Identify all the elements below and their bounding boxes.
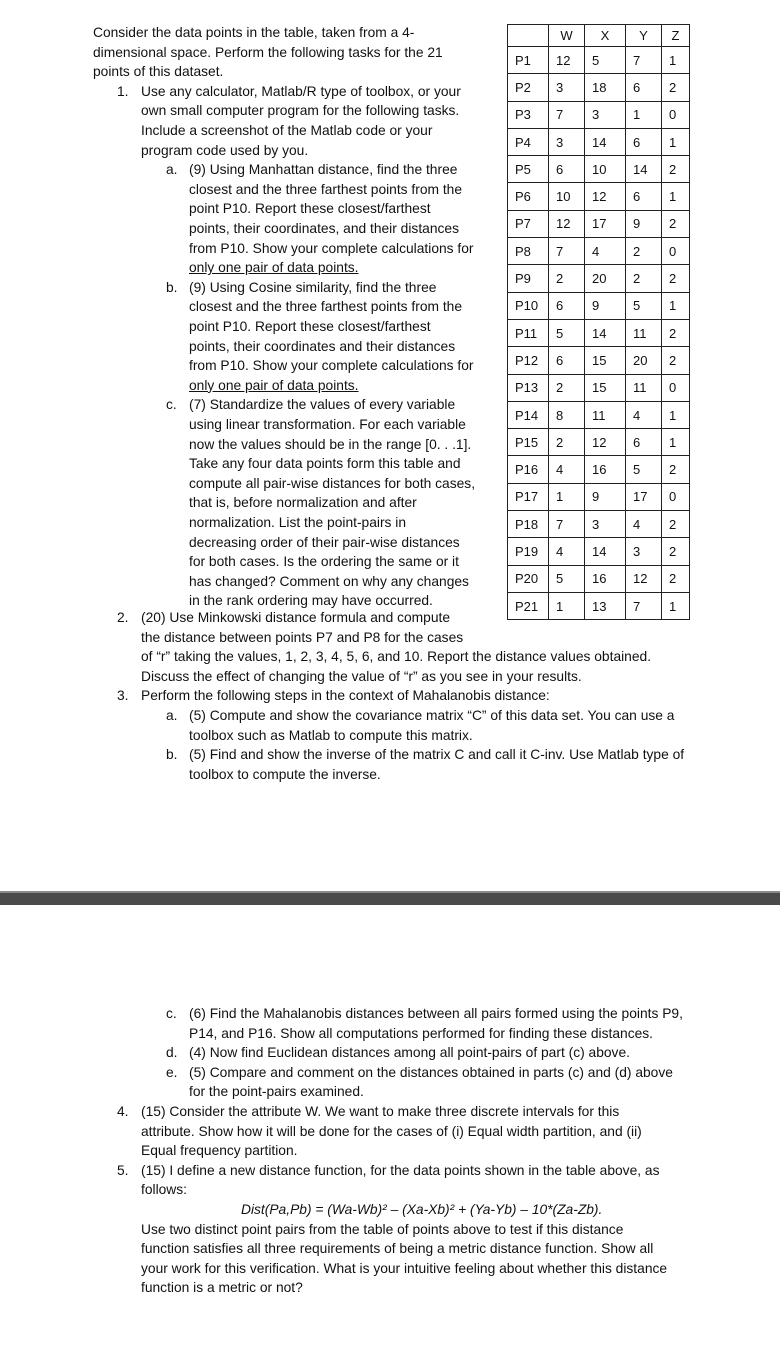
table-cell: 5 [626, 456, 662, 483]
table-header-cell: Z [662, 25, 690, 47]
table-row [508, 74, 690, 101]
point-label-cell: P8 [508, 238, 549, 265]
table-cell: 15 [585, 347, 626, 374]
table-cell: 1 [662, 292, 690, 319]
table-cell: 2 [662, 156, 690, 183]
table-row [508, 101, 690, 128]
q1b-line-underlined: only one pair of data points. [189, 377, 359, 393]
intro-line: dimensional space. Perform the following tasks for the 21 [93, 44, 443, 60]
q1a-line-underlined: only one pair of data points. [189, 260, 359, 276]
q1c-line: decreasing order of their pair-wise distances [189, 534, 460, 550]
table-cell: 13 [585, 592, 626, 619]
q3-line: Perform the following steps in the context of Mahalanobis distance: [141, 688, 550, 704]
point-label-cell: P16 [508, 456, 549, 483]
table-row [508, 319, 690, 346]
table-cell: 6 [549, 156, 585, 183]
table-cell: 16 [585, 456, 626, 483]
table-cell: 2 [549, 429, 585, 456]
point-label-cell: P19 [508, 538, 549, 565]
table-cell: 2 [549, 374, 585, 401]
q1-line: own small computer program for the following tasks. [141, 103, 460, 119]
page-separator [0, 891, 780, 905]
table-row [508, 347, 690, 374]
table-header-cell: W [549, 25, 585, 47]
table-row [508, 538, 690, 565]
distance-formula: Dist(Pa,Pb) = (Wa-Wb)² – (Xa-Xb)² + (Ya-Yb) – 10*(Za-Zb). [241, 1202, 603, 1217]
point-label-cell: P5 [508, 156, 549, 183]
q1b-line: (9) Using Cosine similarity, find the three [189, 279, 437, 295]
table-row [508, 429, 690, 456]
q5-line: follows: [141, 1182, 188, 1198]
table-cell: 1 [662, 429, 690, 456]
table-cell: 4 [626, 401, 662, 428]
point-label-cell: P10 [508, 292, 549, 319]
table-row [508, 265, 690, 292]
q1a-line: closest and the three farthest points from the [189, 181, 463, 197]
table-header-row [508, 25, 690, 47]
q4-number: 4. [117, 1104, 129, 1119]
table-cell: 1 [662, 47, 690, 74]
table-row [508, 401, 690, 428]
table-cell: 4 [585, 238, 626, 265]
table-row [508, 156, 690, 183]
q1c-line: compute all pair-wise distances for both cases, [189, 475, 476, 491]
table-cell: 5 [549, 319, 585, 346]
table-cell: 6 [626, 74, 662, 101]
q1a-line: point P10. Report these closest/farthest [189, 201, 431, 217]
point-label-cell: P6 [508, 183, 549, 210]
point-label-cell: P13 [508, 374, 549, 401]
q3d-label: d. [166, 1045, 178, 1061]
q1c-line: now the values should be in the range [0. . .1]. [189, 436, 472, 452]
table-cell: 20 [626, 347, 662, 374]
table-cell: 7 [626, 592, 662, 619]
table-cell: 2 [662, 565, 690, 592]
q5-number: 5. [117, 1162, 129, 1178]
q1-line: Include a screenshot of the Matlab code or your [141, 123, 433, 138]
q3d-line: (4) Now find Euclidean distances among all point-pairs of part (c) above. [189, 1045, 630, 1061]
table-cell: 1 [662, 592, 690, 619]
q3c-line: P14, and P16. Show all computations performed for finding these distances. [189, 1025, 654, 1041]
table-cell: 16 [585, 565, 626, 592]
table-cell: 17 [585, 210, 626, 237]
point-label-cell: P4 [508, 128, 549, 155]
table-cell: 4 [549, 538, 585, 565]
table-cell: 11 [585, 401, 626, 428]
intro-line: points of this dataset. [93, 64, 224, 80]
table-cell: 0 [662, 374, 690, 401]
table-cell: 2 [662, 319, 690, 346]
q1a-line: from P10. Show your complete calculations for [189, 240, 474, 256]
point-label-cell: P15 [508, 429, 549, 456]
q1b-line: from P10. Show your complete calculations for [189, 358, 474, 374]
point-label-cell: P11 [508, 319, 549, 346]
q4-line: (15) Consider the attribute W. We want to make three discrete intervals for this [141, 1104, 620, 1119]
table-row [508, 292, 690, 319]
table-cell: 18 [585, 74, 626, 101]
q1c-line: for both cases. Is the ordering the same or it [189, 554, 459, 570]
q4-line: Equal frequency partition. [141, 1143, 298, 1159]
table-cell: 1 [662, 183, 690, 210]
q1c-line: that is, before normalization and after [189, 495, 417, 511]
q1c-line: Take any four data points form this table and [189, 456, 461, 472]
table-cell: 14 [585, 319, 626, 346]
table-cell: 2 [662, 511, 690, 538]
q3e-line: for the point-pairs examined. [189, 1084, 364, 1100]
table-cell: 0 [662, 101, 690, 128]
table-cell: 12 [626, 565, 662, 592]
page-2 [0, 905, 780, 1347]
intro-line: Consider the data points in the table, taken from a 4- [93, 25, 415, 40]
table-cell: 1 [626, 101, 662, 128]
q1c-line: has changed? Comment on why any changes [189, 573, 469, 589]
table-cell: 3 [626, 538, 662, 565]
table-cell: 1 [549, 592, 585, 619]
point-label-cell: P14 [508, 401, 549, 428]
table-cell: 0 [662, 238, 690, 265]
q2-line: Discuss the effect of changing the value of “r” as you see in your results. [141, 668, 582, 684]
table-cell: 7 [549, 511, 585, 538]
table-cell: 12 [549, 210, 585, 237]
table-row [508, 456, 690, 483]
table-cell: 7 [549, 101, 585, 128]
table-row [508, 238, 690, 265]
table-row [508, 483, 690, 510]
table-cell: 9 [585, 292, 626, 319]
table-cell: 0 [662, 483, 690, 510]
table-cell: 6 [549, 347, 585, 374]
point-label-cell: P21 [508, 592, 549, 619]
table-cell: 9 [626, 210, 662, 237]
table-cell: 2 [662, 347, 690, 374]
q1-line: program code used by you. [141, 142, 309, 158]
table-cell: 20 [585, 265, 626, 292]
q3b-line: toolbox to compute the inverse. [189, 766, 381, 782]
q5-line: your work for this verification. What is your intuitive feeling about whether this distance [141, 1260, 668, 1276]
table-row [508, 128, 690, 155]
table-cell: 6 [549, 292, 585, 319]
table-cell: 5 [585, 47, 626, 74]
table-cell: 2 [662, 74, 690, 101]
q1c-line: normalization. List the point-pairs in [189, 515, 407, 530]
q1a-line: points, their coordinates, and their distances [189, 221, 459, 236]
table-cell: 6 [626, 183, 662, 210]
table-cell: 6 [626, 429, 662, 456]
q2-line: of “r” taking the values, 1, 2, 3, 4, 5, 6, and 10. Report the distance values obtained. [141, 649, 652, 665]
q1a-line: (9) Using Manhattan distance, find the three [189, 162, 458, 178]
table-cell: 3 [585, 511, 626, 538]
point-label-cell: P12 [508, 347, 549, 374]
q1b-line: closest and the three farthest points from the [189, 299, 463, 315]
q1-number: 1. [117, 83, 129, 99]
q1b-line: points, their coordinates and their distances [189, 338, 456, 354]
data-table [507, 24, 690, 620]
q3b-line: (5) Find and show the inverse of the matrix C and call it C-inv. Use Matlab type of [189, 747, 685, 763]
table-row [508, 592, 690, 619]
table-cell: 2 [662, 538, 690, 565]
table-cell: 2 [626, 265, 662, 292]
table-cell: 2 [549, 265, 585, 292]
table-cell: 10 [549, 183, 585, 210]
q3b-label: b. [166, 747, 178, 763]
table-cell: 7 [549, 238, 585, 265]
q1c-label: c. [166, 397, 177, 413]
q5-line: Use two distinct point pairs from the table of points above to test if this distance [141, 1221, 624, 1237]
q1b-label: b. [166, 279, 178, 295]
table-row [508, 183, 690, 210]
table-cell: 1 [549, 483, 585, 510]
q4-line: attribute. Show how it will be done for the cases of (i) Equal width partition, and (ii) [141, 1123, 642, 1139]
table-cell: 6 [626, 128, 662, 155]
table-cell: 3 [549, 74, 585, 101]
q1-line: Use any calculator, Matlab/R type of toolbox, or your [141, 83, 461, 99]
q5-line: function satisfies all three requirements of being a metric distance function. Show all [141, 1241, 654, 1257]
table-cell: 15 [585, 374, 626, 401]
q1c-line: using linear transformation. For each variable [189, 417, 466, 432]
table-header-cell [508, 25, 549, 47]
point-label-cell: P7 [508, 210, 549, 237]
table-cell: 2 [662, 210, 690, 237]
point-label-cell: P2 [508, 74, 549, 101]
q5-line: function is a metric or not? [141, 1280, 303, 1296]
table-cell: 3 [549, 128, 585, 155]
table-cell: 4 [626, 511, 662, 538]
table-cell: 12 [585, 429, 626, 456]
q2-line: the distance between points P7 and P8 for the cases [141, 629, 464, 645]
point-label-cell: P3 [508, 101, 549, 128]
point-label-cell: P20 [508, 565, 549, 592]
table-cell: 17 [626, 483, 662, 510]
point-label-cell: P17 [508, 483, 549, 510]
table-cell: 14 [626, 156, 662, 183]
table-cell: 7 [626, 47, 662, 74]
table-cell: 12 [585, 183, 626, 210]
table-cell: 2 [626, 238, 662, 265]
point-label-cell: P9 [508, 265, 549, 292]
table-row [508, 565, 690, 592]
q1c-line: in the rank ordering may have occurred. [189, 593, 433, 609]
q1a-label: a. [166, 162, 178, 178]
table-cell: 11 [626, 374, 662, 401]
table-cell: 2 [662, 265, 690, 292]
q2-line: (20) Use Minkowski distance formula and compute [141, 610, 451, 625]
table-cell: 11 [626, 319, 662, 346]
table-cell: 9 [585, 483, 626, 510]
q1c-line: (7) Standardize the values of every variable [189, 397, 456, 413]
table-cell: 12 [549, 47, 585, 74]
q3a-line: toolbox such as Matlab to compute this matrix. [189, 727, 473, 743]
q1b-line: point P10. Report these closest/farthest [189, 319, 431, 334]
q3c-line: (6) Find the Mahalanobis distances between all pairs formed using the points P9, [189, 1006, 683, 1021]
table-header-cell: Y [626, 25, 662, 47]
table-cell: 14 [585, 128, 626, 155]
q3a-line: (5) Compute and show the covariance matrix “C” of this data set. You can use a [189, 708, 675, 723]
table-cell: 1 [662, 401, 690, 428]
table-body [508, 47, 690, 620]
q3-number: 3. [117, 688, 129, 704]
table-cell: 5 [626, 292, 662, 319]
table-cell: 10 [585, 156, 626, 183]
table-cell: 14 [585, 538, 626, 565]
table-cell: 8 [549, 401, 585, 428]
table-cell: 4 [549, 456, 585, 483]
table-row [508, 374, 690, 401]
table-cell: 5 [549, 565, 585, 592]
table-cell: 2 [662, 456, 690, 483]
point-label-cell: P1 [508, 47, 549, 74]
table-row [508, 210, 690, 237]
q3a-label: a. [166, 708, 178, 723]
table-row [508, 47, 690, 74]
table-row [508, 511, 690, 538]
point-label-cell: P18 [508, 511, 549, 538]
table-cell: 1 [662, 128, 690, 155]
q3e-line: (5) Compare and comment on the distances obtained in parts (c) and (d) above [189, 1064, 673, 1080]
q5-line: (15) I define a new distance function, for the data points shown in the table above, as [141, 1162, 660, 1178]
table-header-cell: X [585, 25, 626, 47]
q3c-label: c. [166, 1006, 177, 1021]
table-cell: 3 [585, 101, 626, 128]
q2-number: 2. [117, 610, 129, 625]
q3e-label: e. [166, 1064, 178, 1080]
